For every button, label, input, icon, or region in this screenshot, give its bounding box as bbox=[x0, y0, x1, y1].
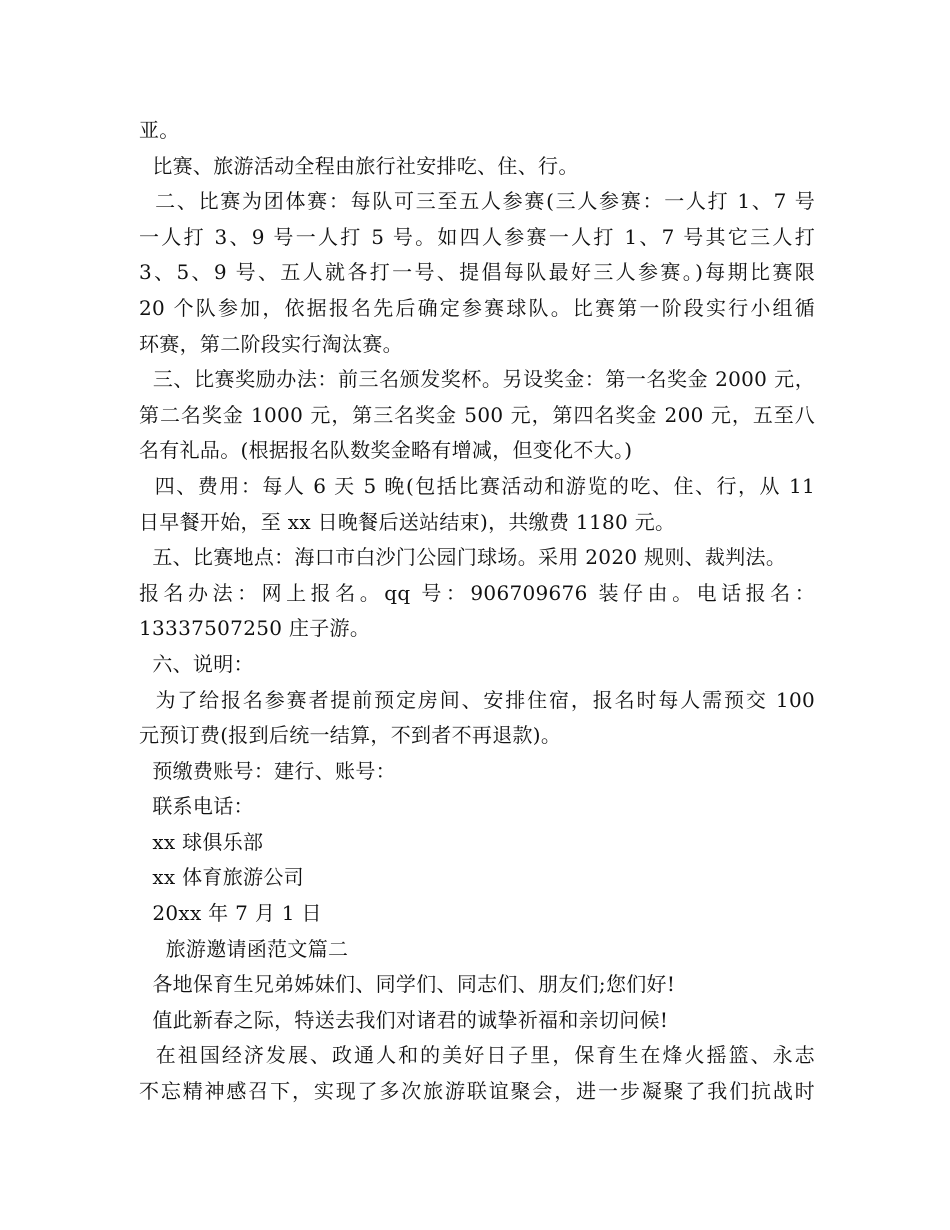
text-line: 一人打 3、9 号一人打 5 号。如四人参赛一人打 1、7 号其它三人打 bbox=[139, 224, 815, 249]
text-line: 不忘精神感召下，实现了多次旅游联谊聚会，进一步凝聚了我们抗战时 bbox=[139, 1079, 815, 1104]
text-line: 3、5、9 号、五人就各打一号、提倡每队最好三人参赛。)每期比赛限 bbox=[139, 260, 815, 285]
text-line: xx 体育旅游公司 bbox=[139, 865, 304, 890]
text-line: 六、说明： bbox=[139, 651, 254, 676]
text-line: 报名办法：网上报名。qq 号：906709676 装仔由。电话报名： bbox=[139, 580, 815, 605]
text-line: 环赛，第二阶段实行淘汰赛。 bbox=[139, 331, 403, 356]
text-line: 四、费用：每人 6 天 5 晚(包括比赛活动和游览的吃、住、行，从 11 bbox=[139, 473, 815, 498]
text-line: 五、比赛地点：海口市白沙门公园门球场。采用 2020 规则、裁判法。 bbox=[139, 545, 787, 570]
document-body bbox=[139, 113, 815, 1110]
text-line: 联系电话： bbox=[139, 794, 254, 819]
text-line: 日早餐开始，至 xx 日晚餐后送站结束)，共缴费 1180 元。 bbox=[139, 509, 676, 534]
text-line: 比赛、旅游活动全程由旅行社安排吃、住、行。 bbox=[139, 153, 579, 178]
text-line: 值此新春之际，特送去我们对诸君的诚挚祈福和亲切问候! bbox=[139, 1007, 669, 1032]
text-line: 20xx 年 7 月 1 日 bbox=[139, 901, 322, 926]
text-line: 亚。 bbox=[139, 118, 180, 142]
text-line: 三、比赛奖励办法：前三名颁发奖杯。另设奖金：第一名奖金 2000 元， bbox=[139, 367, 815, 392]
text-line: 13337507250 庄子游。 bbox=[139, 616, 371, 641]
text-line: 为了给报名参赛者提前预定房间、安排住宿，报名时每人需预交 100 bbox=[139, 687, 815, 712]
text-line: 第二名奖金 1000 元，第三名奖金 500 元，第四名奖金 200 元，五至八 bbox=[139, 402, 815, 427]
section-heading: 旅游邀请函范文篇二 bbox=[139, 936, 349, 961]
text-line: 预缴费账号：建行、账号： bbox=[139, 758, 396, 783]
text-line: 元预订费(报到后统一结算，不到者不再退款)。 bbox=[139, 723, 562, 748]
text-line: 在祖国经济发展、政通人和的美好日子里，保育生在烽火摇篮、永志 bbox=[139, 1043, 815, 1068]
text-line: 各地保育生兄弟姊妹们、同学们、同志们、朋友们;您们好! bbox=[139, 972, 676, 997]
text-line: 二、比赛为团体赛：每队可三至五人参赛(三人参赛：一人打 1、7 号 bbox=[139, 189, 815, 214]
text-line: 名有礼品。(根据报名队数奖金略有增减，但变化不大。) bbox=[139, 438, 633, 463]
text-line: xx 球俱乐部 bbox=[139, 829, 264, 854]
text-line: 20 个队参加，依据报名先后确定参赛球队。比赛第一阶段实行小组循 bbox=[139, 295, 815, 320]
